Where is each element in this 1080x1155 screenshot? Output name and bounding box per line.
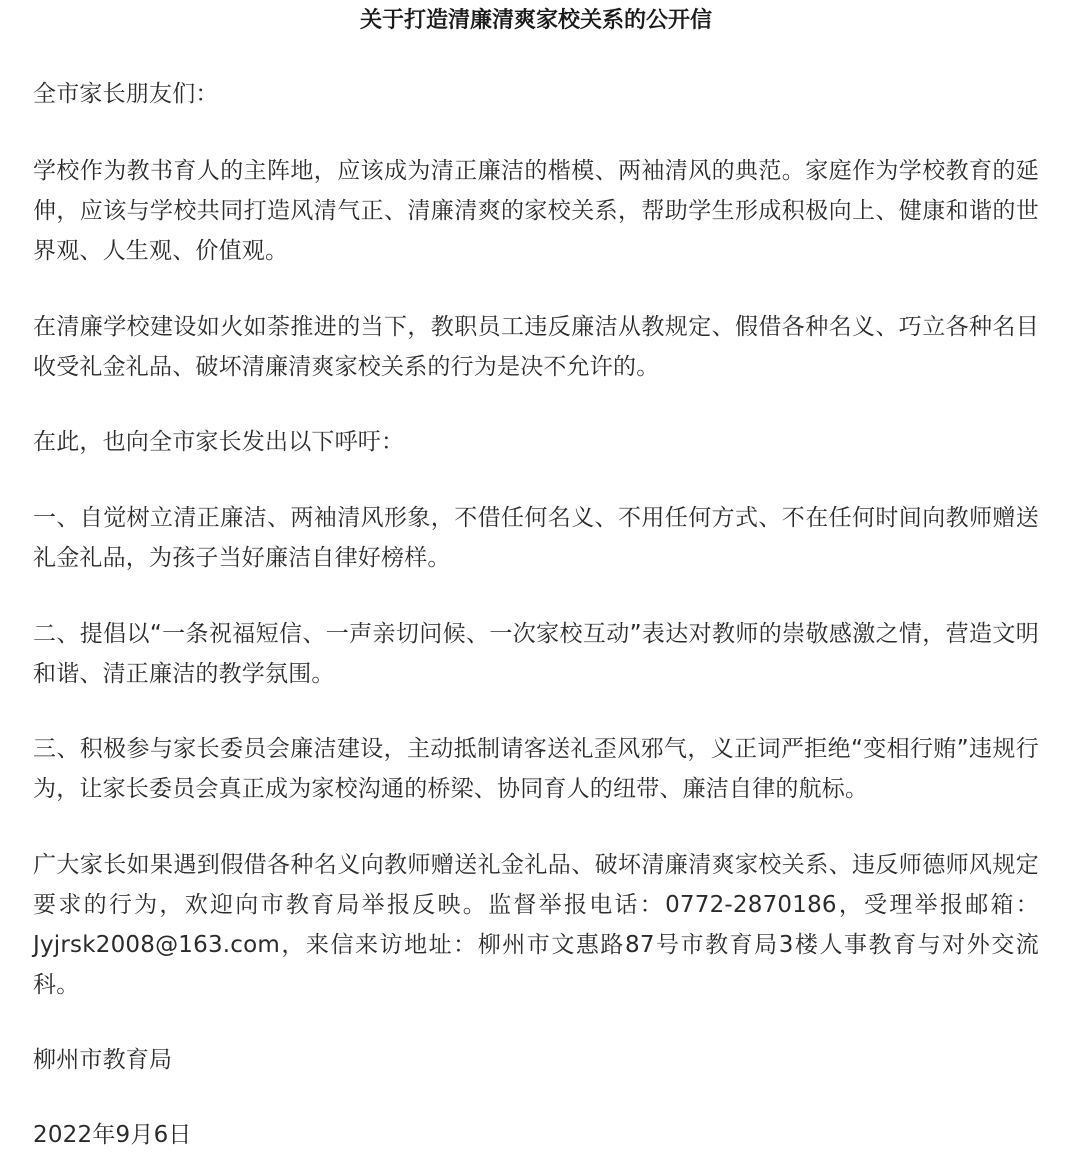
letter-date: 2022年9月6日 (33, 1122, 192, 1148)
paragraph-prohibition: 在清廉学校建设如火如荼推进的当下，教职员工违反廉洁从教规定、假借各种名义、巧立各种名目收受礼金礼品、破坏清廉清爽家校关系的行为是决不允许的。 (33, 314, 1039, 380)
paragraph-appeal: 在此，也向全市家长发出以下呼吁： (33, 429, 405, 455)
paragraph-intro: 学校作为教书育人的主阵地，应该成为清正廉洁的楷模、两袖清风的典范。家庭作为学校教育的延伸，应该与学校共同打造风清气正、清廉清爽的家校关系，帮助学生形成积极向上、健康和谐的世界观、人生观、价值观。 (33, 158, 1039, 264)
paragraph-report-contact: 广大家长如果遇到假借各种名义向教师赠送礼金礼品、破坏清廉清爽家校关系、违反师德师风规定要求的行为，欢迎向市教育局举报反映。监督举报电话：0772-2870186，受理举报邮箱：Jyjrsk2008@163.com，来信来访地址：柳州市文惠路87号市教育局3楼人事教育与对外交流科。 (33, 852, 1039, 998)
appeal-item-3: 三、积极参与家长委员会廉洁建设，主动抵制请客送礼歪风邪气，义正词严拒绝“变相行贿”违规行为，让家长委员会真正成为家校沟通的桥梁、协同育人的纽带、廉洁自律的航标。 (33, 736, 1039, 802)
appeal-item-1: 一、自觉树立清正廉洁、两袖清风形象，不借任何名义、不用任何方式、不在任何时间向教师赠送礼金礼品，为孩子当好廉洁自律好榜样。 (33, 505, 1039, 571)
open-letter (33, 0, 1039, 1155)
letter-title: 关于打造清廉清爽家校关系的公开信 (359, 8, 712, 33)
appeal-item-2: 二、提倡以“一条祝福短信、一声亲切问候、一次家校互动”表达对教师的崇敬感激之情，营造文明和谐、清正廉洁的教学氛围。 (33, 621, 1039, 687)
letter-greeting: 全市家长朋友们： (33, 81, 219, 107)
letter-signature: 柳州市教育局 (33, 1047, 173, 1073)
